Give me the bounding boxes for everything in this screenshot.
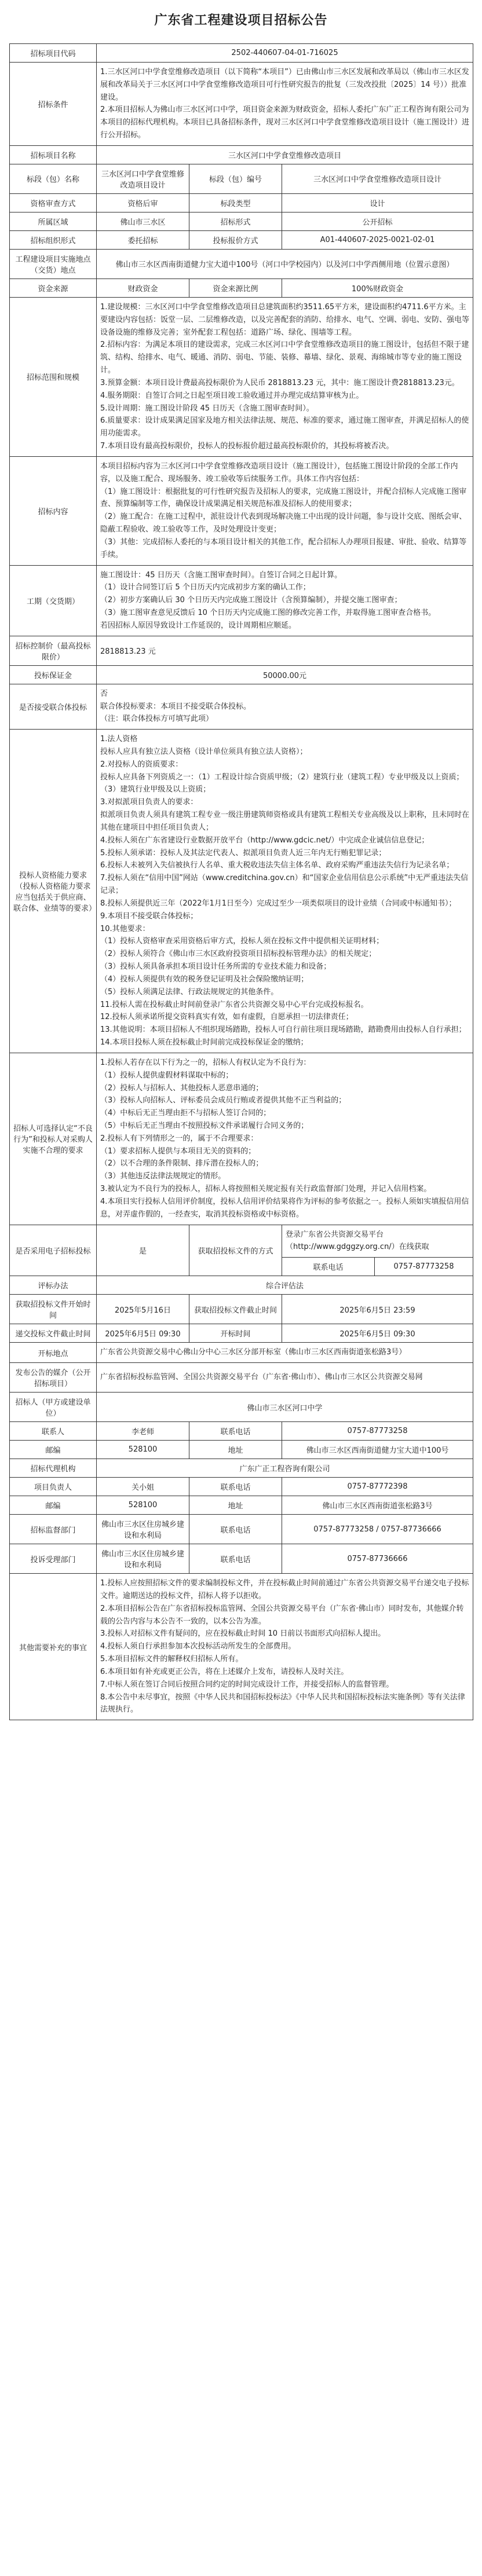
get-end-value: 2025年6月5日 23:59: [282, 1295, 473, 1324]
scope-line: 3.预算金额：本项目设计费最高投标限价为人民币 2818813.23 元，其中：施工图设计费2818813.23元。: [100, 378, 459, 387]
dishonest-line: （1）要求招标人提供与本项目无关的资料的；: [100, 1146, 256, 1156]
qualification-text: [97, 730, 473, 1053]
scope-text: [97, 297, 473, 456]
limit-label: 招标控制价（最高投标限价）: [10, 636, 97, 665]
scope-line: 1.建设规模：三水区河口中学食堂维修改造项目总建筑面积约3511.65平方米，建设面积约4711.6平方米。主要建设内容包括：饭堂一层、二层维修改造，以及完善配套的消防、给排水、电气、空调、弱电、安防、强电等设备设施的维修及完善；室外配套工程包括：道路广场、绿化、围墙等工程。: [100, 302, 470, 337]
qualification-line: 13.其他说明：本项目招标人不组织现场踏勘，投标人可自行前往项目现场踏勘，踏勘费用由投标人自行承担；: [100, 1025, 466, 1035]
online-sub-label: 获取招投标文件的方式: [189, 1225, 282, 1276]
place-value: 广东省公共资源交易中心佛山分中心三水区分部开标室（佛山市三水区西南街道张松路3号）: [97, 1343, 473, 1363]
row-basic-2: [10, 212, 473, 230]
tenderer-value: 佛山市三水区河口中学: [97, 1393, 473, 1422]
qualification-line: 12.投标人须承诺所提交资料真实有效，如有虚假，自愿承担一切法律责任；: [100, 1013, 353, 1022]
tenderer-contact-value: 李老师: [97, 1422, 189, 1441]
qualification-line: 8.投标人须提供近三年（2022年1月1日至今）完成过至少一项类似项目的设计业绩（合同或中标通知书）；: [100, 899, 457, 908]
dishonest-line: （5）中标后无正当理由不按照投标文件承诺履行合同义务的；: [100, 1122, 309, 1130]
agent-postcode-value: 528100: [97, 1496, 189, 1515]
dishonest-line: 4.本项目实行投标人信用评价制度，投标人信用评价结果将作为评标的参考依据之一。投标人须如实填报信用信息，对弄虚作假的，一经查实，取消其投标资格或中标资格。: [100, 1197, 469, 1219]
period-text: [97, 565, 473, 636]
period-line: 施工图设计：45 日历天（含施工图审查时间）。自签订合同之日起计算。: [100, 570, 342, 580]
scope-label: 招标范围和规模: [10, 297, 97, 456]
other-line: 1.投标人应按照招标文件的要求编制投标文件，并在投标截止时间前通过广东省公共资源交易平台递交电子投标文件。逾期送达的投标文件，招标人将予以拒收。: [100, 1579, 469, 1600]
content-line: （2）施工配合：在施工过程中，派驻设计代表到现场解决施工中出现的设计问题，参与设计交底、图纸会审、隐蔽工程验收、竣工验收等工作，及时处理设计变更；: [100, 512, 467, 534]
qualification-line: 11.投标人需在投标截止时间前登录广东省公共资源交易中心平台完成投标报名。: [100, 1000, 368, 1009]
content-line: （1）施工图设计：根据批复的可行性研究报告及招标人的要求，完成施工图设计，并配合招标人完成施工图审查、预算编制等工作，确保设计成果满足相关规范标准及招标人的使用要求；: [100, 487, 467, 509]
category-value: 资格后审: [97, 193, 189, 212]
code-label: 投标报价方式: [189, 230, 282, 249]
funds-source-value: 财政资金: [97, 279, 189, 297]
row-period: [10, 565, 473, 636]
row-supervisor2: [10, 1544, 473, 1574]
agent-contact-label: 项目负责人: [10, 1478, 97, 1496]
dishonest-line: 3.被认定为不良行为的投标人，招标人将按照相关规定报有关行政监督部门处理，并记入信用档案。: [100, 1185, 432, 1194]
dishonest-line: （2）投标人与招标人、其他投标人恶意串通的；: [100, 1083, 264, 1093]
content-text: [97, 456, 473, 565]
content-label: 招标内容: [10, 456, 97, 565]
row-agent-contact: [10, 1478, 473, 1496]
consortium-text: [97, 684, 473, 729]
qualification-line: 7.投标人须在“信用中国”网站（www.creditchina.gov.cn）和“国家企业信用信息公示系统”中无严重违法失信记录；: [100, 874, 469, 896]
qualification-line: 投标人应具有独立法人资格（设计单位须具有独立法人资格）；: [100, 747, 308, 756]
dishonest-line: 2.投标人有下列情形之一的，属于不合理要求：: [100, 1134, 258, 1143]
form-value: 公开招标: [282, 212, 473, 230]
method-label: 评标办法: [10, 1276, 97, 1295]
row-agent: [10, 1459, 473, 1478]
funds-ratio-label: 资金来源比例: [189, 279, 282, 297]
consortium-label: 是否接受联合体投标: [10, 684, 97, 729]
qualification-line: 14.本项目投标人须在投标截止时间前完成投标保证金的缴纳；: [100, 1038, 308, 1047]
qualification-line: 10.其他要求：: [100, 924, 150, 933]
agent-postcode-label: 邮编: [10, 1496, 97, 1515]
row-content: [10, 456, 473, 565]
row-method: [10, 1276, 473, 1295]
tenderer-postcode-value: 528100: [97, 1441, 189, 1459]
row-deposit: [10, 665, 473, 684]
row-supervisor: [10, 1515, 473, 1544]
consortium-line: 联合体投标要求：本项目不接受联合体投标。: [100, 702, 251, 711]
deadline-value: 2025年6月5日 09:30: [97, 1324, 189, 1343]
scope-line: 7.本项目设有最高投标限价，投标人的投标报价超过最高投标限价的，其投标将被否决。: [100, 442, 394, 451]
funds-source-label: 资金来源: [10, 279, 97, 297]
row-tenderer-address: [10, 1441, 473, 1459]
qualification-line: （5）投标人须满足法律、行政法规规定的其他条件。: [100, 987, 279, 996]
row-scope: [10, 297, 473, 456]
dishonest-line: （1）投标人提供虚假材料谋取中标的；: [100, 1071, 233, 1080]
qualification-line: 2.对投标人的资质要求：: [100, 760, 183, 769]
agent-phone-label: 联系电话: [189, 1478, 282, 1496]
publish-value: 广东省招标投标监管网、全国公共资源交易平台（广东省·佛山市）、佛山市三水区公共资源交易网: [97, 1363, 473, 1393]
row-conditions: [10, 63, 473, 146]
scope-line: 2.招标内容：为满足本项目的建设需求，完成三水区河口中学食堂维修改造项目的施工图设计，包括但不限于建筑、结构、给排水、电气、暖通、消防、弱电、节能、装修、幕墙、绿化、景观、海绵城市等专业的施工图设计。: [100, 340, 469, 375]
get-start-label: 获取招投标文件开始时间: [10, 1295, 97, 1324]
row-funds: [10, 279, 473, 297]
dishonest-label: 招标人可选择认定“不良行为”和投标人对采购人实施不合理的要求: [10, 1053, 97, 1225]
row-other: [10, 1574, 473, 1720]
other-text: [97, 1574, 473, 1720]
consortium-line: （注：联合体投标方可填写此项）: [100, 714, 214, 724]
section-code-label: 标段（包）编号: [189, 164, 282, 193]
area-label: 所属区域: [10, 212, 97, 230]
project-name-value: 三水区河口中学食堂维修改造项目: [97, 145, 473, 164]
row-project-name: [10, 145, 473, 164]
deadline-label: 递交投标文件截止时间: [10, 1324, 97, 1343]
category-label: 资格审查方式: [10, 193, 97, 212]
scope-line: 4.服务期限：自签订合同之日起至项目竣工验收通过并办理完成结算审核为止。: [100, 391, 364, 400]
dishonest-line: 1.投标人若存在以下行为之一的，招标人有权认定为不良行为：: [100, 1058, 311, 1067]
qualification-line: 4.投标人须在广东省建设行业数据开放平台（http://www.gdcic.net/）中完成企业诚信信息登记；: [100, 836, 429, 845]
qualification-label: 投标人资格能力要求（投标人资格能力要求应当包括关于供应商、联合体、业绩等的要求）: [10, 730, 97, 1053]
funds-ratio-value: 100%财政资金: [282, 279, 473, 297]
scope-line: 5.设计周期：施工图设计阶段 45 日历天（含施工图审查时间）。: [100, 404, 314, 413]
conditions-line: 1.三水区河口中学食堂维修改造项目（以下简称“本项目”）已由佛山市三水区发展和改革局以（佛山市三水区发展和改革局关于三水区河口中学食堂维修改造项目可行性研究报告的批复（三发改投批〔2025〕14 号））批准建设。: [100, 68, 469, 102]
row-limit: [10, 636, 473, 665]
org-form-label: 招标组织形式: [10, 230, 97, 249]
row-dates-2: [10, 1324, 473, 1343]
other-line: 7.中标人须在签订合同后按照合同约定的时间完成设计工作，并接受招标人的监督管理。: [100, 1680, 394, 1689]
content-line: 本项目招标内容为三水区河口中学食堂维修改造项目设计（施工图设计），包括施工图设计阶段的全部工作内容，以及施工配合、现场服务、竣工验收等后续服务工作。具体工作内容包括：: [100, 461, 458, 483]
online-phone-label: 联系电话: [282, 1258, 375, 1276]
qualification-line: 5.投标人须承诺：投标人及其法定代表人、拟派项目负责人近三年内无行贿犯罪记录；: [100, 848, 386, 858]
dishonest-line: （4）中标后无正当理由拒不与招标人签订合同的；: [100, 1109, 271, 1118]
qualification-line: 6.投标人未被列入失信被执行人名单、重大税收违法失信主体名单、政府采购严重违法失信行为记录名单；: [100, 861, 454, 870]
row-qualification: [10, 730, 473, 1053]
area-value: 佛山市三水区: [97, 212, 189, 230]
dishonest-line: （3）投标人向招标人、评标委员会成员行贿或者提供其他不正当利益的；: [100, 1096, 346, 1105]
announcement: [9, 0, 473, 1720]
qualification-line: （3）投标人须具备承担本项目设计任务所需的专业技术能力和设备；: [100, 962, 331, 972]
period-line: （1）设计合同签订后 5 个日历天内完成初步方案的确认工作；: [100, 583, 311, 592]
other-line: 8.本公告中未尽事宜，按照《中华人民共和国招标投标法》《中华人民共和国招标投标法实施条例》等有关法律法规执行。: [100, 1692, 465, 1714]
period-line: （2）初步方案确认后 30 个日历天内完成施工图设计（含预算编制），并提交施工图审查；: [100, 596, 402, 605]
tender-table: [9, 43, 473, 1720]
scope-line: 6.质量要求：设计成果满足国家及地方相关法律法规、规范、标准的要求，通过施工图审查，并满足招标人的使用功能需求。: [100, 416, 469, 438]
online-value: 是: [97, 1225, 189, 1276]
row-publish: [10, 1363, 473, 1393]
agent-address-label: 地址: [189, 1496, 282, 1515]
online-sub-value: 登录广东省公共资源交易平台（http://www.gdggzy.org.cn/）在线获取: [282, 1225, 473, 1258]
supervisor-label: 招标监督部门: [10, 1515, 97, 1544]
other-line: 6.本项目如有补充或更正公告，将在上述媒介上发布，请投标人及时关注。: [100, 1667, 349, 1676]
agent-label: 招标代理机构: [10, 1459, 97, 1478]
supervisor-phone-value: 0757-87773258 / 0757-87736666: [282, 1515, 473, 1544]
section-name-label: 标段（包）名称: [10, 164, 97, 193]
conditions-line: 2.本项目招标人为佛山市三水区河口中学，项目资金来源为财政资金，招标人委托广东广正工程咨询有限公司为本项目的招标代理机构。本项目已具备招标条件，现对三水区河口中学食堂维修改造项目设计（施工图设计）进行公开招标。: [100, 105, 470, 140]
content-line: （3）其他：完成招标人委托的与本项目设计相关的其他工作，配合招标人办理项目报建、审批、验收、结算等手续。: [100, 537, 467, 559]
code-value: A01-440607-2025-0021-02-01: [282, 230, 473, 249]
tenderer-label: 招标人（甲方或建设单位）: [10, 1393, 97, 1422]
get-start-value: 2025年5月16日: [97, 1295, 189, 1324]
row-tenderer-contact: [10, 1422, 473, 1441]
supervisor2-phone-label: 联系电话: [189, 1544, 282, 1574]
supervisor-phone-label: 联系电话: [189, 1515, 282, 1544]
tenderer-postcode-label: 邮编: [10, 1441, 97, 1459]
supervisor2-label: 投诉受理部门: [10, 1544, 97, 1574]
agent-address-value: 佛山市三水区西南街道张松路3号: [282, 1496, 473, 1515]
qualification-line: 1.法人资格: [100, 735, 138, 744]
project-code-label: 招标项目代码: [10, 44, 97, 63]
period-label: 工期（交货期）: [10, 565, 97, 636]
tenderer-phone-value: 0757-87773258: [282, 1422, 473, 1441]
qualification-line: 投标人应具备下列资质之一：（1）工程设计综合资质甲级；（2）建筑行业（建筑工程）专业甲级及以上资质；（3）建筑行业甲级及以上资质；: [100, 772, 464, 794]
open-value: 2025年6月5日 09:30: [282, 1324, 473, 1343]
row-dates-3: [10, 1343, 473, 1363]
row-dishonest: [10, 1053, 473, 1225]
open-label: 开标时间: [189, 1324, 282, 1343]
method-value: 综合评估法: [97, 1276, 473, 1295]
qualification-line: 拟派项目负责人须具有建筑工程专业一级注册建筑师资格或具有建筑工程相关专业高级及以上职称，且未同时在其他在建项目中担任项目负责人；: [100, 811, 470, 832]
deposit-value: 50000.00元: [97, 665, 473, 684]
qualification-line: （2）投标人须符合《佛山市三水区政府投资项目招标投标管理办法》的相关规定；: [100, 950, 377, 959]
supervisor2-phone-value: 0757-87736666: [282, 1544, 473, 1574]
dishonest-text: [97, 1053, 473, 1225]
row-basic-3: [10, 230, 473, 249]
consortium-value: 否: [100, 689, 108, 698]
agent-phone-value: 0757-87772398: [282, 1478, 473, 1496]
row-online: [10, 1225, 473, 1258]
publish-label: 发布公告的媒介（公开招标项目）: [10, 1363, 97, 1393]
form-label: 招标形式: [189, 212, 282, 230]
row-project-code: [10, 44, 473, 63]
tenderer-contact-label: 联系人: [10, 1422, 97, 1441]
project-name-label: 招标项目名称: [10, 145, 97, 164]
dishonest-line: （2）以不合理的条件限制、排斥潜在投标人的；: [100, 1159, 264, 1168]
row-dates-1: [10, 1295, 473, 1324]
tenderer-address-value: 佛山市三水区西南街道健力宝大道中100号: [282, 1441, 473, 1459]
row-consortium: [10, 684, 473, 729]
conditions-text: [97, 63, 473, 146]
other-line: 5.本项目招标文件的解释权归招标人所有。: [100, 1655, 243, 1664]
org-form-value: 委托招标: [97, 230, 189, 249]
place-label: 开标地点: [10, 1343, 97, 1363]
project-code-value: 2502-440607-04-01-716025: [97, 44, 473, 63]
section-type-label: 标段类型: [189, 193, 282, 212]
agent-value: 广东广正工程咨询有限公司: [97, 1459, 473, 1478]
section-code-value: 三水区河口中学食堂维修改造项目设计: [282, 164, 473, 193]
supervisor2-value: 佛山市三水区住房城乡建设和水利局: [97, 1544, 189, 1574]
get-end-label: 获取招投标文件截止时间: [189, 1295, 282, 1324]
deposit-label: 投标保证金: [10, 665, 97, 684]
row-basic-1: [10, 193, 473, 212]
limit-value: 2818813.23 元: [97, 636, 473, 665]
row-section: [10, 164, 473, 193]
row-tenderer: [10, 1393, 473, 1422]
row-agent-address: [10, 1496, 473, 1515]
other-line: 2.本项目招标公告在广东省招标投标监管网、全国公共资源交易平台（广东省·佛山市）同时发布，其他媒介转载的公告内容与本公告不一致的，以本公告为准。: [100, 1604, 464, 1626]
tenderer-phone-label: 联系电话: [189, 1422, 282, 1441]
period-line: （3）施工图审查意见反馈后 10 个日历天内完成施工图的修改完善工作，并取得施工图审查合格书。: [100, 609, 436, 618]
section-name-value: 三水区河口中学食堂维修改造项目设计: [97, 164, 189, 193]
page-title: 广东省工程建设项目招标公告: [154, 13, 328, 28]
row-location: [10, 249, 473, 279]
qualification-line: （1）投标人资格审查采用资格后审方式，投标人须在投标文件中提供相关证明材料；: [100, 937, 384, 946]
supervisor-value: 佛山市三水区住房城乡建设和水利局: [97, 1515, 189, 1544]
online-phone-value: 0757-87773258: [375, 1258, 473, 1276]
qualification-line: 3.对拟派项目负责人的要求：: [100, 798, 198, 807]
other-line: 4.投标人须自行承担参加本次投标活动所发生的全部费用。: [100, 1642, 296, 1651]
conditions-label: 招标条件: [10, 63, 97, 146]
tenderer-address-label: 地址: [189, 1441, 282, 1459]
location-label: 工程建设项目实施地点（交货）地点: [10, 249, 97, 279]
qualification-line: 9.本项目不接受联合体投标；: [100, 911, 198, 921]
period-line: 若因招标人原因导致设计工作延误的，设计周期相应顺延。: [100, 621, 297, 630]
other-line: 3.投标人对招标文件有疑问的，应在投标截止时间 10 日前以书面形式向招标人提出。: [100, 1629, 386, 1639]
agent-contact-value: 关小姐: [97, 1478, 189, 1496]
other-label: 其他需要补充的事宜: [10, 1574, 97, 1720]
location-value: 佛山市三水区西南街道健力宝大道中100号（河口中学校园内）以及河口中学西侧用地（位置示意图）: [97, 249, 473, 279]
section-type-value: 设计: [282, 193, 473, 212]
qualification-line: （4）投标人须提供有效的税务登记证明及社会保险缴纳证明；: [100, 974, 309, 984]
online-label: 是否采用电子招标投标: [10, 1225, 97, 1276]
dishonest-line: （3）其他违反法律法规规定的情形。: [100, 1172, 226, 1181]
